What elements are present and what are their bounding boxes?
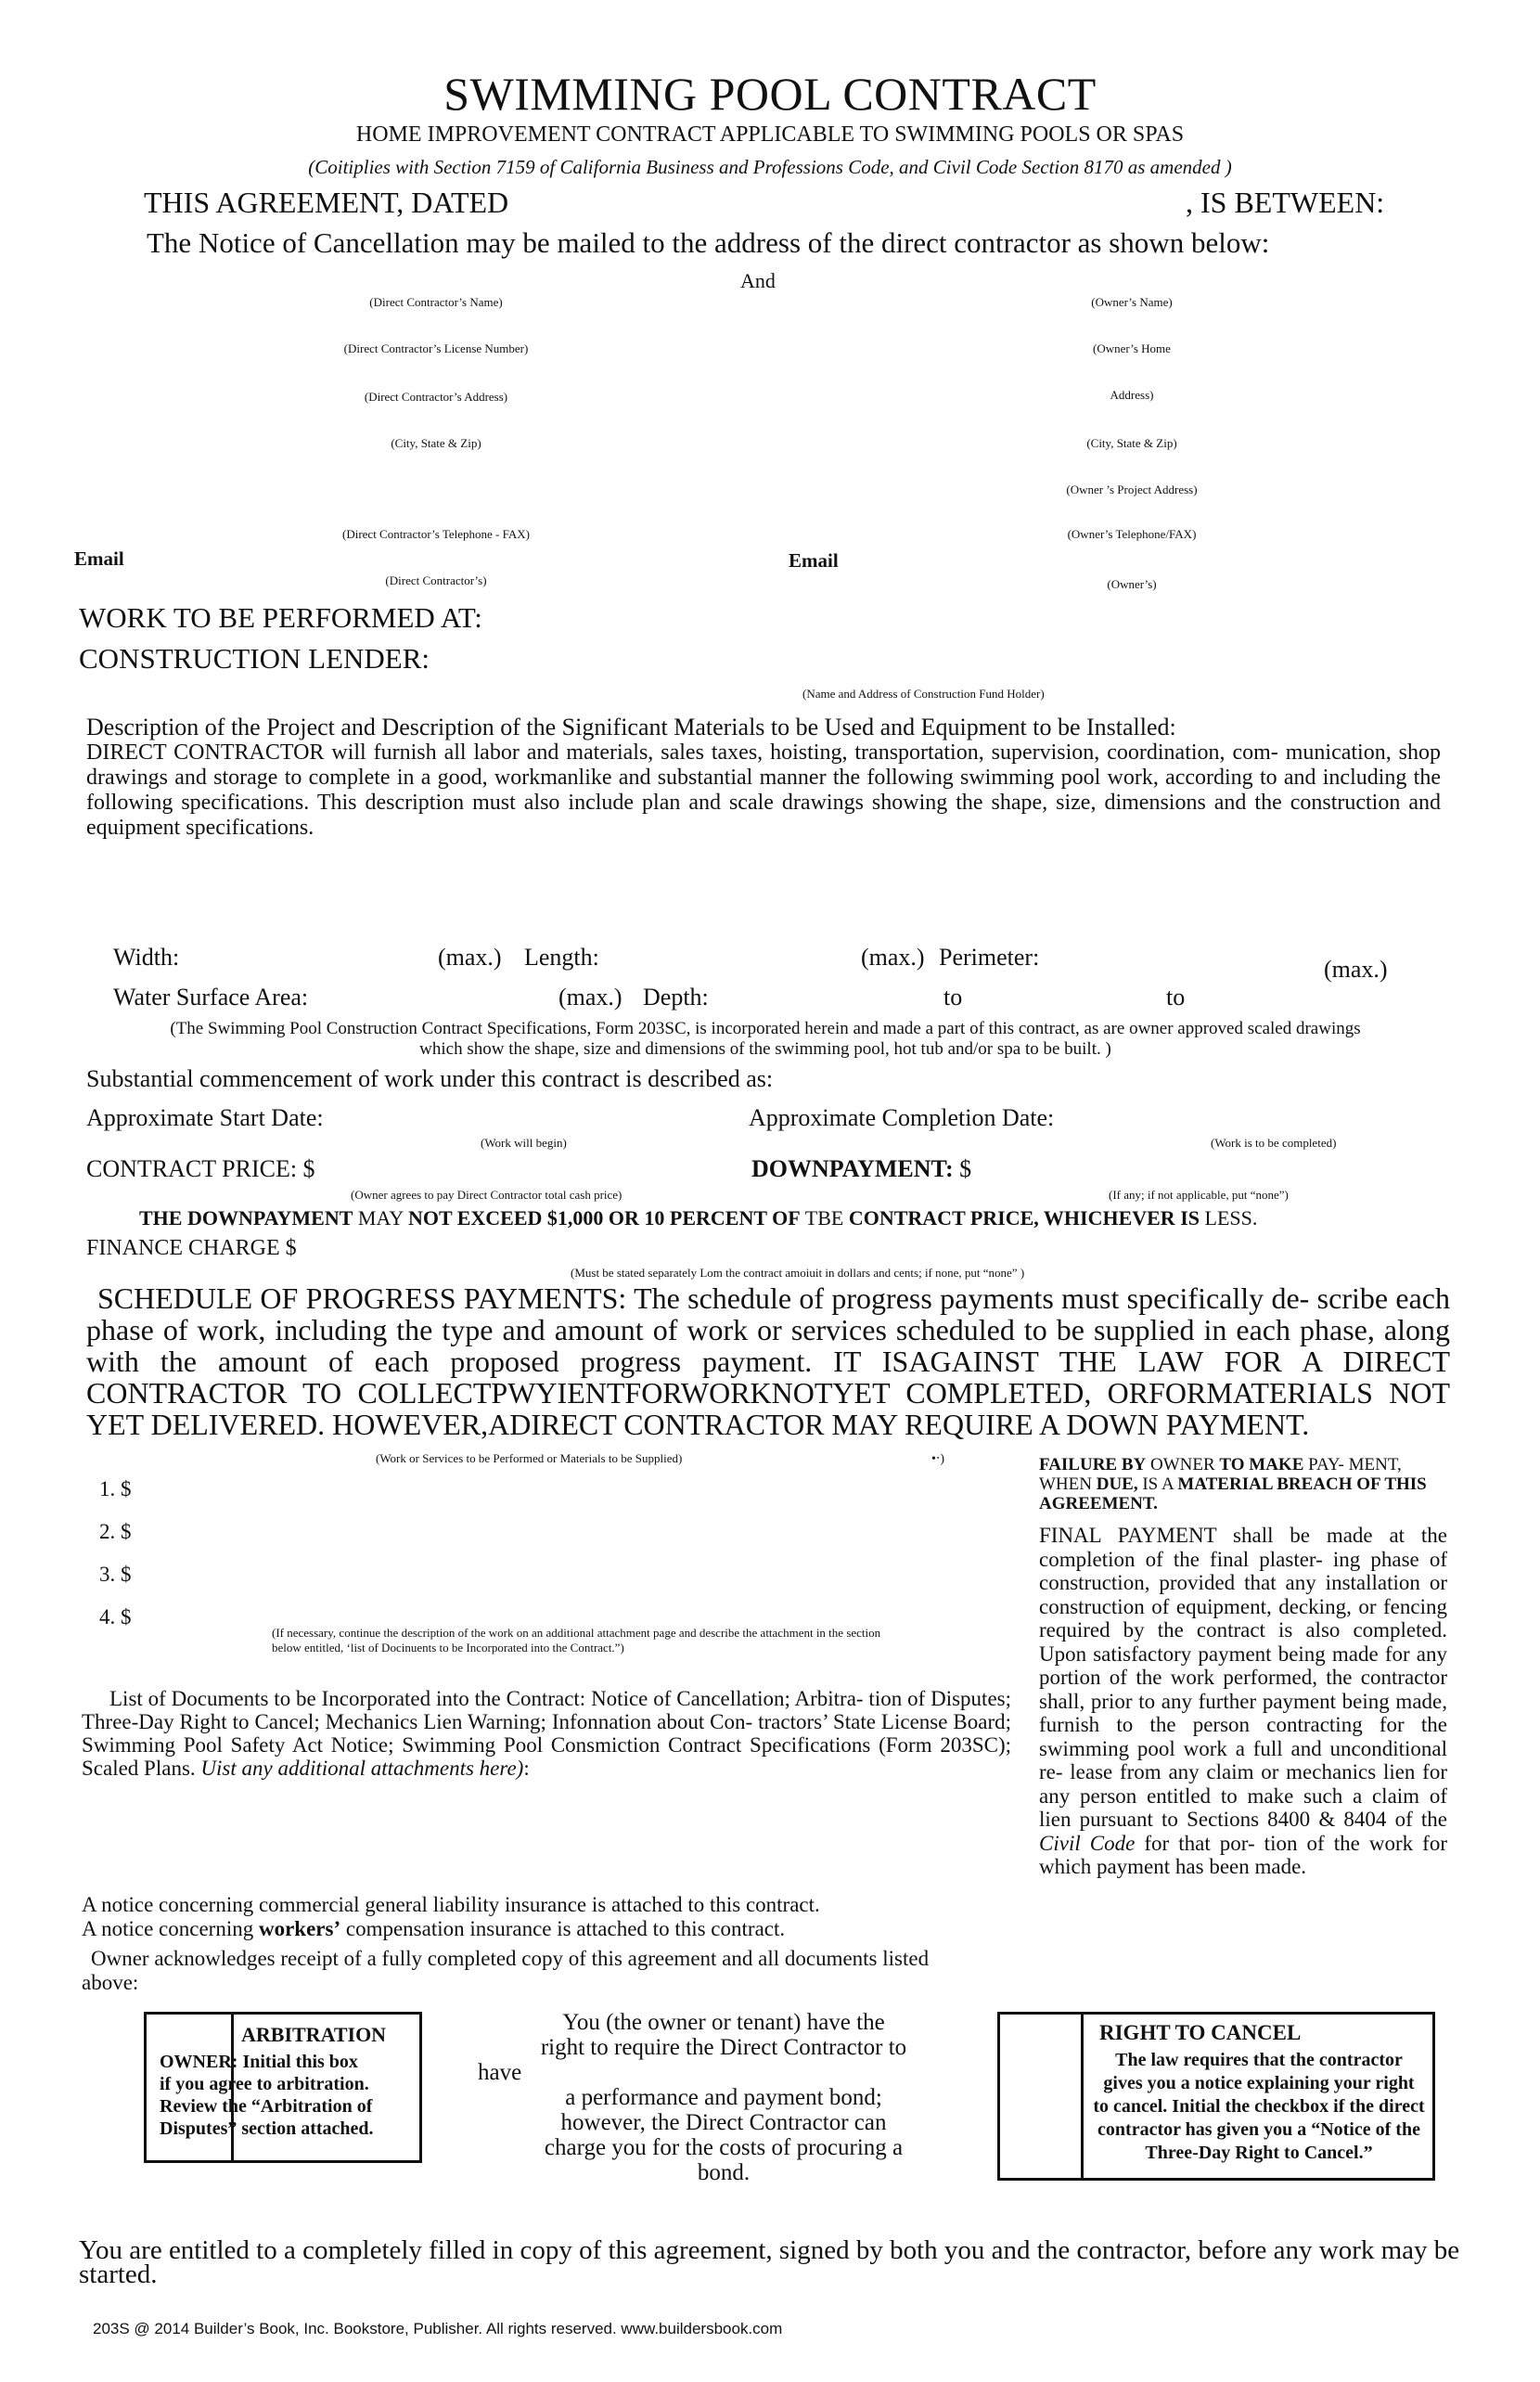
notice-cancellation-line: The Notice of Cancellation may be mailed to the address of the direct contractor as shown below: <box>147 226 1270 259</box>
agreement-dated-label: THIS AGREEMENT, DATED <box>144 186 509 219</box>
payment-item-2: 2. $ <box>99 1520 132 1543</box>
limit-part-5: CONTRACT PRICE, WHICHEVER IS <box>848 1206 1200 1230</box>
surface-area-label: Water Surface Area: <box>113 984 309 1011</box>
workers-comp-b: workers’ <box>258 1917 341 1940</box>
bond-line-7: bond. <box>697 2160 751 2185</box>
arbitration-line-2: if you agree to arbitration. <box>160 2074 369 2094</box>
final-payment-end: for that por- tion of the work for which payment has been made. <box>1039 1831 1447 1878</box>
work-performed-label: WORK TO BE PERFORMED AT: <box>79 601 482 634</box>
contract-price-label: CONTRACT PRICE: $ <box>86 1155 315 1182</box>
footer-copyright: 203S @ 2014 Builder’s Book, Inc. Bookstore, Publisher. All rights reserved. www.buildersbook.com <box>93 2320 783 2337</box>
workers-comp-notice <box>82 1917 785 1941</box>
contractor-address-caption: (Direct Contractor’s Address) <box>364 390 508 404</box>
bond-notice <box>464 2010 983 2185</box>
downpayment-label-text: DOWNPAYMENT: <box>751 1155 954 1182</box>
page-subtitle: HOME IMPROVEMENT CONTRACT APPLICABLE TO SWIMMING POOLS OR SPAS <box>355 122 1185 147</box>
failure-part-2: OWNER <box>1146 1455 1220 1474</box>
depth-label: Depth: <box>643 984 709 1011</box>
failure-part-7: MATERIAL BREACH OF THIS AGREEMENT. <box>1039 1474 1427 1513</box>
completion-date-caption: (Work is to be completed) <box>1211 1136 1337 1150</box>
cancel-line-4: contractor has given you a “Notice of the <box>1097 2119 1420 2140</box>
construction-lender-label: CONSTRUCTION LENDER: <box>79 642 430 675</box>
perimeter-max: (max.) <box>1324 956 1388 983</box>
downpayment-label <box>751 1155 971 1183</box>
contractor-license-caption: (Direct Contractor’s License Number) <box>343 341 529 355</box>
owner-address-caption: Address) <box>1110 388 1154 402</box>
length-label: Length: <box>524 944 599 971</box>
owner-project-address-caption: (Owner ’s Project Address) <box>1066 483 1198 496</box>
finance-charge-label: FINANCE CHARGE $ <box>86 1236 297 1260</box>
failure-part-4: PAY- MENT, WHEN <box>1039 1455 1402 1494</box>
bond-line-4: a performance and payment bond; <box>565 2085 882 2110</box>
owner-acknowledgement: Owner acknowledges receipt of a fully completed copy of this agreement and all documents listed above: <box>82 1947 930 1994</box>
start-date-label: Approximate Start Date: <box>86 1104 324 1131</box>
bond-line-6: charge you for the costs of procuring a <box>544 2135 904 2160</box>
contractor-name-caption: (Direct Contractor’s Name) <box>369 295 503 309</box>
workers-comp-c: compensation insurance is attached to this contract. <box>340 1917 786 1940</box>
payment-item-1: 1. $ <box>99 1477 132 1500</box>
limit-part-1: THE DOWNPAYMENT <box>139 1206 353 1230</box>
depth-to-2: to <box>1166 984 1186 1011</box>
documents-italic: Uist any additional attachments here) <box>200 1757 524 1780</box>
start-date-caption: (Work will begin) <box>481 1136 567 1150</box>
bond-line-5: however, the Direct Contractor can <box>560 2110 887 2135</box>
limit-part-2: MAY <box>353 1206 408 1230</box>
contractor-email-label: Email <box>74 547 124 570</box>
right-to-cancel-title: RIGHT TO CANCEL <box>1099 2021 1302 2044</box>
owner-home-caption: (Owner’s Home <box>1093 341 1171 355</box>
failure-part-6: IS A <box>1137 1474 1178 1494</box>
finance-charge-caption: (Must be stated separately Lom the contract amoiuit in dollars and cents; if none, put “none” ) <box>571 1266 1025 1280</box>
and-label: And <box>740 269 776 292</box>
final-payment-terms <box>1039 1524 1447 1879</box>
specifications-note: (The Swimming Pool Construction Contract Specifications, Form 203SC, is incorporated herein and made a part of this contract, as are owner approved scaled drawings which show the shape, size and dimensions of the swimming pool, hot tub and/or spa to be built. ) <box>170 1019 1361 1059</box>
title-text: SWIMMING POOL CONTRACT <box>443 68 1097 120</box>
downpayment-limit <box>139 1206 1257 1230</box>
width-label: Width: <box>113 944 180 971</box>
caption-mark: •‧) <box>931 1452 945 1466</box>
perimeter-label: Perimeter: <box>939 944 1040 971</box>
schedule-of-payments: SCHEDULE OF PROGRESS PAYMENTS: The schedule of progress payments must specifically de- scribe each phase of work, including the type and amount of work or services scheduled to be supplied in each phase, along with the amount of each proposed progress payment. IT ISAGAINST THE LAW FOR A DIRECT CONTRACTOR TO COLLECTPWYIENTFORWORKNOTYET COMPLETED, ORFORMATERIALS NOT YET DELIVERED. HOWEVER,ADIRECT CONTRACTOR MAY REQUIRE A DOWN PAYMENT. <box>86 1281 1450 1441</box>
arbitration-text <box>160 2051 419 2140</box>
failure-part-5: DUE, <box>1096 1474 1138 1494</box>
documents-list <box>82 1687 1011 1780</box>
owner-phone-caption: (Owner’s Telephone/FAX) <box>1067 527 1197 541</box>
contractor-email-caption: (Direct Contractor’s) <box>385 573 487 587</box>
workers-comp-a: A notice concerning <box>82 1917 259 1940</box>
contractor-city-caption: (City, State & Zip) <box>391 436 481 450</box>
limit-part-6: LESS. <box>1200 1206 1258 1230</box>
arbitration-line-4: Disputes” section attached. <box>160 2118 374 2139</box>
cancel-line-3: to cancel. Initial the checkbox if the direct <box>1093 2096 1425 2117</box>
downpayment-caption: (If any; if not applicable, put “none”) <box>1109 1188 1289 1202</box>
page-title <box>0 67 1540 121</box>
limit-part-3: NOT EXCEED $1,000 OR 10 PERCENT OF <box>407 1206 801 1230</box>
commencement-line: Substantial commencement of work under this contract is described as: <box>86 1065 774 1092</box>
final-payment-civil-code: Civil Code <box>1039 1831 1136 1855</box>
arbitration-line-3: Review the “Arbitration of <box>160 2096 373 2117</box>
cancel-initial-divider <box>1081 2012 1084 2181</box>
owner-email-caption: (Owner’s) <box>1107 577 1157 591</box>
surface-area-max: (max.) <box>558 984 622 1011</box>
description-body: DIRECT CONTRACTOR will furnish all labor and materials, sales taxes, hoisting, transportation, supervision, coordination, com- munication, shop drawings and storage to complete in a good, workmanlike and substantial manner the following swimming pool work, according to and including the following specifications. This description must also include plan and scale drawings showing the shape, size, dimensions and the construction and equipment specifications. <box>86 740 1441 840</box>
right-to-cancel-text <box>1085 2049 1432 2165</box>
owner-name-caption: (Owner’s Name) <box>1091 295 1173 309</box>
liability-insurance-notice: A notice concerning commercial general liability insurance is attached to this contract. <box>82 1893 820 1916</box>
work-services-caption: (Work or Services to be Performed or Materials to be Supplied) <box>376 1451 683 1465</box>
completion-date-label: Approximate Completion Date: <box>749 1104 1055 1131</box>
bond-line-1: You (the owner or tenant) have the <box>562 2010 885 2035</box>
arbitration-title: ARBITRATION <box>241 2023 387 2046</box>
payment-item-4: 4. $ <box>99 1605 132 1629</box>
cancel-line-1: The law requires that the contractor <box>1115 2050 1403 2070</box>
closing-statement: You are entitled to a completely filled in copy of this agreement, signed by both you and the contractor, before any work may be started. <box>79 2235 1460 2289</box>
lender-caption: (Name and Address of Construction Fund Holder) <box>802 687 1045 701</box>
width-max: (max.) <box>438 944 502 971</box>
description-heading: Description of the Project and Description of the Significant Materials to be Used and Equipment to be Installed: <box>86 714 1176 740</box>
limit-part-4: TBE <box>800 1206 849 1230</box>
agreement-between-label: , IS BETWEEN: <box>1186 186 1385 219</box>
owner-city-caption: (City, State & Zip) <box>1086 436 1177 450</box>
bond-line-3: have <box>478 2060 522 2085</box>
failure-part-1: FAILURE BY <box>1039 1455 1147 1474</box>
continue-note: (If necessary, continue the description of the work on an additional attachment page and describe the attachment in the section below entitled, ‘list of Docinuents to be Incorporated into the Contract.”) <box>272 1626 881 1655</box>
arbitration-line-1: OWNER: Initial this box <box>160 2052 358 2072</box>
documents-colon: : <box>523 1757 530 1780</box>
cancel-line-5: Three-Day Right to Cancel.” <box>1145 2143 1373 2163</box>
bond-line-2: right to require the Direct Contractor to <box>540 2035 907 2060</box>
documents-text: List of Documents to be Incorporated into the Contract: Notice of Cancellation; Arbitra- tion of Disputes; Three-Day Right to Cancel; Mechanics Lien Warning; Infonnation about Con- tractors’ State License Board; Swimming Pool Safety Act Notice; Swimming Pool Consmiction Contract Specifications (Form 203SC); Scaled Plans. <box>82 1687 1011 1780</box>
final-payment-text: FINAL PAYMENT shall be made at the completion of the final plaster- ing phase of construction, provided that any installation or construction of equipment, decking, or fencing required by the contract is also completed. Upon satisfactory payment being made for any portion of the work performed, the contractor shall, prior to any further payment being made, furnish to the person contracting for the swimming pool work a full and unconditional re- lease from any claim or mechanics lien for any person entitled to make such a claim of lien pursuant to Sections 8400 & 8404 of the <box>1039 1524 1447 1831</box>
length-max: (max.) <box>861 944 925 971</box>
payment-item-3: 3. $ <box>99 1563 132 1586</box>
cancel-line-2: gives you a notice explaining your right <box>1103 2073 1415 2093</box>
contractor-phone-caption: (Direct Contractor’s Telephone - FAX) <box>342 527 530 541</box>
failure-to-pay-notice <box>1039 1455 1457 1513</box>
failure-part-3: TO MAKE <box>1219 1455 1304 1474</box>
depth-to-1: to <box>943 984 963 1011</box>
contract-price-caption: (Owner agrees to pay Direct Contractor total cash price) <box>351 1188 622 1202</box>
owner-email-label: Email <box>789 549 839 572</box>
compliance-note: (Coitiplies with Section 7159 of California Business and Professions Code, and Civil Code Section 8170 as amended ) <box>308 156 1232 178</box>
downpayment-dollar: $ <box>959 1155 972 1182</box>
